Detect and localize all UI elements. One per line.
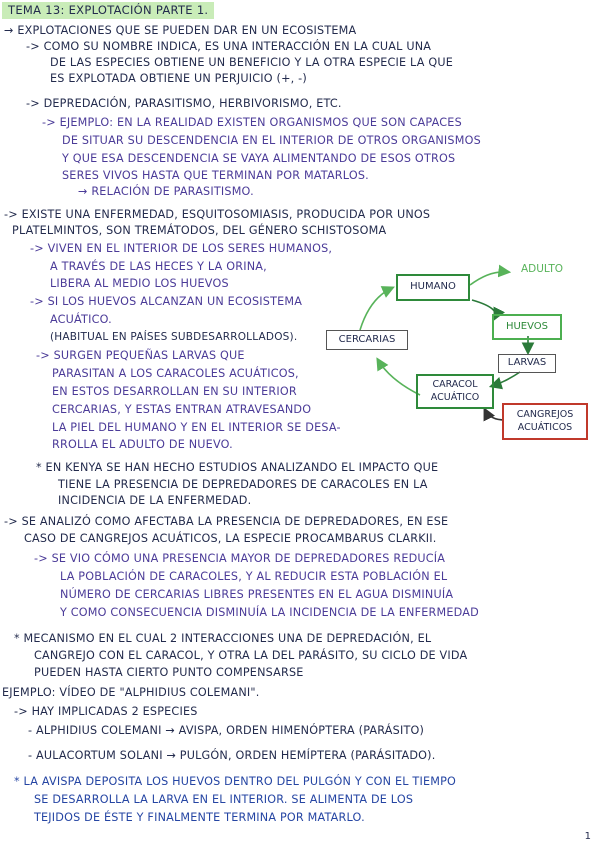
text-line: INCIDENCIA DE LA ENFERMEDAD. (58, 494, 252, 507)
text-line: SERES VIVOS HASTA QUE TERMINAN POR MATARLOS. (62, 169, 369, 182)
text-line: PUEDEN HASTA CIERTO PUNTO COMPENSARSE (34, 666, 304, 679)
text-line: → RELACIÓN DE PARASITISMO. (78, 185, 254, 198)
text-line: -> HAY IMPLICADAS 2 ESPECIES (14, 705, 198, 718)
text-line: Y QUE ESA DESCENDENCIA SE VAYA ALIMENTANDO DE ESOS OTROS (62, 152, 456, 165)
page-title: TEMA 13: EXPLOTACIÓN PARTE 1. (2, 2, 214, 19)
text-line: - AULACORTUM SOLANI → PULGÓN, ORDEN HEMÍPTERA (PARÁSITADO). (28, 749, 436, 762)
text-line: RROLLA EL ADULTO DE NUEVO. (52, 438, 233, 451)
text-line: LA POBLACIÓN DE CARACOLES, Y AL REDUCIR ESTA POBLACIÓN EL (60, 570, 448, 583)
text-line: → EXPLOTACIONES QUE SE PUEDEN DAR EN UN ECOSISTEMA (4, 24, 357, 37)
text-line: * MECANISMO EN EL CUAL 2 INTERACCIONES UNA DE DEPREDACIÓN, EL (14, 632, 432, 645)
text-line: -> DEPREDACIÓN, PARASITISMO, HERBIVORISMO, ETC. (26, 97, 342, 110)
text-line: A TRAVÉS DE LAS HECES Y LA ORINA, (50, 260, 267, 273)
node-adulto: ADULTO (520, 263, 564, 275)
text-line: * EN KENYA SE HAN HECHO ESTUDIOS ANALIZANDO EL IMPACTO QUE (36, 461, 439, 474)
text-line: ES EXPLOTADA OBTIENE UN PERJUICIO (+, -) (50, 72, 307, 85)
text-line: -> EJEMPLO: EN LA REALIDAD EXISTEN ORGANISMOS QUE SON CAPACES (42, 116, 462, 129)
text-line: ACUÁTICO. (50, 313, 112, 326)
node-caracol: CARACOL ACUÁTICO (416, 374, 494, 409)
text-line: -> VIVEN EN EL INTERIOR DE LOS SERES HUMANOS, (30, 242, 333, 255)
text-line: PLATELMINTOS, SON TREMÁTODOS, DEL GÉNERO SCHISTOSOMA (12, 224, 387, 237)
text-line: - ALPHIDIUS COLEMANI → AVISPA, ORDEN HIMENÓPTERA (PARÁSITO) (28, 724, 425, 737)
node-cangrejos: CANGREJOS ACUÁTICOS (502, 403, 588, 440)
text-line: CERCARIAS, Y ESTAS ENTRAN ATRAVESANDO (52, 403, 312, 416)
text-line: DE SITUAR SU DESCENDENCIA EN EL INTERIOR DE OTROS ORGANISMOS (62, 134, 481, 147)
node-huevos: HUEVOS (492, 314, 562, 340)
text-line: EJEMPLO: VÍDEO DE "ALPHIDIUS COLEMANI". (2, 686, 260, 699)
node-humano: HUMANO (396, 274, 470, 301)
text-line: -> SE VIO CÓMO UNA PRESENCIA MAYOR DE DEPREDADORES REDUCÍA (34, 552, 446, 565)
text-line: LIBERA AL MEDIO LOS HUEVOS (50, 277, 229, 290)
text-line: -> SURGEN PEQUEÑAS LARVAS QUE (36, 349, 245, 362)
text-line: LA PIEL DEL HUMANO Y EN EL INTERIOR SE DESA- (52, 421, 341, 434)
node-cercarias: CERCARIAS (326, 330, 408, 350)
text-line: EN ESTOS DESARROLLAN EN SU INTERIOR (52, 385, 297, 398)
text-line: CANGREJO CON EL CARACOL, Y OTRA LA DEL PARÁSITO, SU CICLO DE VIDA (34, 649, 468, 662)
text-line: NÚMERO DE CERCARIAS LIBRES PRESENTES EN EL AGUA DISMINUÍA (60, 588, 454, 601)
text-line: -> SI LOS HUEVOS ALCANZAN UN ECOSISTEMA (30, 295, 303, 308)
text-line: Y COMO CONSECUENCIA DISMINUÍA LA INCIDENCIA DE LA ENFERMEDAD (60, 606, 479, 619)
text-line: (HABITUAL EN PAÍSES SUBDESARROLLADOS). (50, 331, 298, 343)
text-line: TEJIDOS DE ÉSTE Y FINALMENTE TERMINA POR MATARLO. (34, 811, 365, 824)
text-line: CASO DE CANGREJOS ACUÁTICOS, LA ESPECIE PROCAMBARUS CLARKII. (24, 532, 437, 545)
text-line: SE DESARROLLA LA LARVA EN EL INTERIOR. SE ALIMENTA DE LOS (34, 793, 414, 806)
text-line: * LA AVISPA DEPOSITA LOS HUEVOS DENTRO DEL PULGÓN Y CON EL TIEMPO (14, 775, 457, 788)
node-larvas: LARVAS (498, 354, 556, 373)
text-line: -> COMO SU NOMBRE INDICA, ES UNA INTERACCIÓN EN LA CUAL UNA (26, 40, 432, 53)
text-line: DE LAS ESPECIES OBTIENE UN BENEFICIO Y LA OTRA ESPECIE LA QUE (50, 56, 453, 69)
text-line: TIENE LA PRESENCIA DE DEPREDADORES DE CARACOLES EN LA (58, 478, 428, 491)
text-line: -> SE ANALIZÓ COMO AFECTABA LA PRESENCIA DE DEPREDADORES, EN ESE (4, 515, 449, 528)
page-number: 1 (584, 831, 591, 842)
text-line: PARASITAN A LOS CARACOLES ACUÁTICOS, (52, 367, 299, 380)
text-line: -> EXISTE UNA ENFERMEDAD, ESQUITOSOMIASIS, PRODUCIDA POR UNOS (4, 208, 431, 221)
